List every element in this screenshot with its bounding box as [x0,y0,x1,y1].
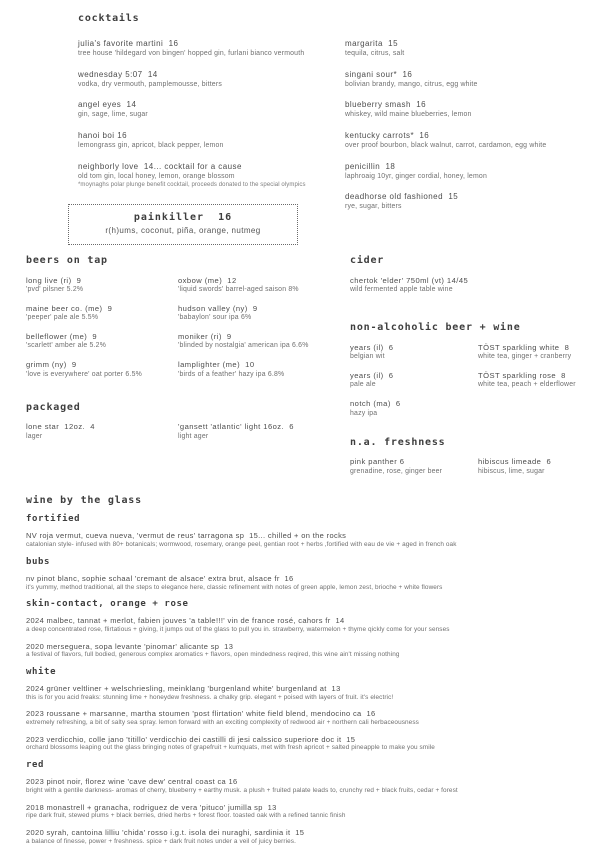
menu-item [178,360,350,379]
item-desc: laphroaig 10yr, ginger cordial, honey, lemon [345,172,487,180]
na-freshness-heading: n.a. freshness [350,437,446,449]
item-desc: belgian wit [350,353,385,361]
cocktails-right-column [345,39,612,245]
wine-desc: it's yummy, method traditional, all the steps to elegance here, classic refinement with notes of green apple, lemon zest, brioche + white flowers [26,583,443,591]
item-name: hibiscus limeade 6 [478,457,552,467]
item-desc: rye, sugar, bitters [345,203,402,211]
menu-item [26,304,178,323]
menu-item [26,276,178,295]
wine-desc: ripe dark fruit, stewed plums + black berries, dried herbs + forest floor. toasted oak with a refined tannic finish [26,812,346,820]
menu-item [350,371,478,390]
wine-entry [26,616,598,634]
item-desc: 'liquid swords' barrel-aged saison 8% [178,286,299,294]
item-note: *moynaghs polar plunge benefit cocktail, proceeds donated to the special olympics [78,182,306,189]
menu-item [178,304,350,323]
menu-item [350,399,478,418]
skin-contact-heading: skin-contact, orange + rose [26,599,189,610]
wine-title: 2023 pinot noir, florez wine 'cave dew' central coast ca 16 [26,777,238,787]
item-name: years (il) 6 [350,342,394,352]
item-name: hudson valley (ny) 9 [178,303,258,313]
wine-desc: extremely refreshing, a bit of salty sea spray. lemon forward with an exciting complexity of redwood air + northern cali herbaceousness [26,719,419,727]
beer-cider-row [0,245,612,486]
item-name: painkiller 16 [133,211,233,223]
non-alcoholic-columns [350,343,604,427]
menu-item [78,162,345,190]
wine-section [0,485,612,846]
item-desc: whiskey, wild maine blueberries, lemon [345,111,472,119]
item-desc: 'babaylon' sour ipa 6% [178,314,252,322]
item-name: hanoi boi 16 [78,130,127,140]
item-desc: r(h)ums, coconut, piña, orange, nutmeg [105,225,261,235]
menu-item [345,192,612,212]
menu-item [345,100,612,120]
wine-title: NV roja vermut, cueva nueva, 'vermut de reus' tarragona sp 15... chilled + on the rocks [26,531,347,541]
na-freshness-column-1 [350,457,478,485]
item-name: neighborly love 14... cocktail for a cause [78,161,242,171]
wine-entry [26,642,598,660]
menu-item [350,276,604,295]
wine-desc: catalonian style- infused with 80+ botanicals; wormwood, rosemary, orange peel, gentian root + herbs ,fortified with eau de vie + aged in french oak [26,541,457,549]
menu-item [350,457,478,476]
item-desc: bolivian brandy, mango, citrus, egg white [345,80,478,88]
item-desc: pale ale [350,381,376,389]
item-name: grimm (ny) 9 [26,360,77,370]
cider-nonalc-column [350,255,612,486]
menu-item [178,422,350,441]
item-desc: wild fermented apple table wine [350,286,453,294]
item-name: deadhorse old fashioned 15 [345,192,459,202]
wine-desc: bright with a gentile darkness- aromas of cherry, blueberry + earthy musk. a plush + fruited palate leads to, crunchy red + black fruits, cedar + forest [26,786,458,794]
wine-title: 2023 verdicchio, colle jano 'titillo' verdicchio dei castilli di jesi calssico superiore doc it 15 [26,734,356,744]
wine-subsection-white [26,667,598,753]
non-alcoholic-heading: non-alcoholic beer + wine [350,321,521,333]
wine-subsection-red [26,760,598,846]
item-name: wednesday 5:07 14 [78,69,158,79]
white-heading: white [26,666,57,677]
menu-item [345,39,612,59]
item-name: penicillin 18 [345,161,396,171]
item-desc: 'birds of a feather' hazy ipa 6.8% [178,370,285,378]
menu-item [478,343,604,362]
item-name: notch (ma) 6 [350,399,401,409]
item-name: singani sour* 16 [345,69,413,79]
wine-title: 2020 merseguera, sopa levante 'pinomar' alicante sp 13 [26,641,234,651]
beer-column-1 [26,276,178,389]
wine-entry [26,531,598,549]
item-desc: vodka, dry vermouth, pamplemousse, bitters [78,80,222,88]
menu-item [78,100,345,120]
item-name: years (il) 6 [350,370,394,380]
menu-item [26,332,178,351]
cocktails-left-column [78,39,345,245]
item-desc: hazy ipa [350,409,378,417]
item-name: julia's favorite martini 16 [78,39,179,48]
packaged-column-1 [26,422,178,450]
cider-heading: cider [350,254,385,266]
item-desc: white tea, ginger + cranberry [478,353,572,361]
menu-item [26,360,178,379]
item-desc: over proof bourbon, black walnut, carrot, cardamon, egg white [345,141,547,149]
item-name: chertok 'elder' 750ml (vt) 14/45 [350,275,469,285]
packaged-heading: packaged [26,402,81,414]
item-desc: tequila, citrus, salt [345,50,405,57]
wine-desc: a balance of finesse, power + freshness. spice + dark fruit notes under a veil of juicy berries. [26,837,296,845]
wine-subsection-skin-contact [26,599,598,660]
wine-entry [26,684,598,702]
painkiller-featured-box [68,204,298,245]
non-alcoholic-column-1 [350,343,478,427]
menu-item [178,332,350,351]
menu-item [350,343,478,362]
item-name: kentucky carrots* 16 [345,130,430,140]
beers-packaged-column [26,255,350,486]
item-name: maine beer co. (me) 9 [26,303,113,313]
menu-item [178,276,350,295]
wine-heading: wine by the glass [26,495,142,507]
packaged-columns [26,422,350,450]
beers-heading: beers on tap [26,254,108,266]
item-name: lone star 12oz. 4 [26,422,95,432]
menu-item [478,371,604,390]
menu-item [345,131,612,151]
cocktails-section [0,0,612,245]
wine-entry [26,574,598,592]
beer-column-2 [178,276,350,389]
wine-entry [26,803,598,821]
wine-subsection-bubs [26,557,598,592]
item-desc: lager [26,432,43,440]
item-name: moniker (ri) 9 [178,331,232,341]
item-name: margarita 15 [345,39,398,48]
wine-desc: a deep concentrated rose, flirtatious + giving, it jumps out of the glass to pull you in. strawberry, watermelon + thyme qickly come for your senses [26,625,450,633]
item-desc: lemongrass gin, apricot, black pepper, lemon [78,141,224,149]
wine-entry [26,709,598,727]
item-desc: tree house 'hildegard von bingen' hopped gin, furlani bianco vermouth [78,50,305,57]
wine-title: nv pinot blanc, sophie schaal 'cremant de alsace' extra brut, alsace fr 16 [26,573,294,583]
menu-item [26,422,178,441]
item-name: lamplighter (me) 10 [178,360,255,370]
beer-columns [26,276,350,389]
item-name: angel eyes 14 [78,100,137,110]
menu-item [78,131,345,151]
menu-item [345,162,612,182]
wine-title: 2020 syrah, cantoina lilliu 'chida' rosso i.g.t. isola dei nuraghi, sardinia it 15 [26,827,305,837]
wine-subsection-fortified [26,514,598,549]
bubs-heading: bubs [26,556,51,567]
packaged-column-2 [178,422,350,450]
menu-item [78,39,345,59]
wine-title: 2018 monastrell + granacha, rodriguez de vera 'pituco' jumilla sp 13 [26,802,277,812]
item-desc: light ager [178,432,209,440]
wine-title: 2024 grüner veltliner + welschriesling, meinklang 'burgenland white' burgenland at 13 [26,683,341,693]
cocktails-heading: cocktails [78,13,140,24]
red-heading: red [26,760,45,771]
wine-desc: this is for you acid freaks: stunning lime + honeydew freshness. a chalky grip. elegant + poised with layers of fruit. it's electric! [26,693,394,701]
item-name: TÖST sparkling white 8 [478,342,570,352]
item-desc: 'peeper' pale ale 5.5% [26,314,99,322]
na-freshness-column-2 [478,457,604,485]
item-desc: 'love is everywhere' oat porter 6.5% [26,370,142,378]
fortified-heading: fortified [26,514,81,525]
item-name: 'gansett 'atlantic' light 16oz. 6 [178,422,294,432]
item-desc: hibiscus, lime, sugar [478,467,545,475]
item-desc: gin, sage, lime, sugar [78,111,148,119]
item-name: blueberry smash 16 [345,100,427,110]
item-desc: 'scarlett' amber ale 5.2% [26,342,107,350]
item-name: TÖST sparkling rose 8 [478,370,566,380]
menu-item [478,457,604,476]
wine-entry [26,735,598,753]
item-desc: 'pvd' pilsner 5.2% [26,286,84,294]
wine-desc: orchard blossoms leaping out the glass bringing notes of grapefruit + kumquats, met with fresh apricot + salted pineapple to make you smile [26,744,435,752]
item-name: oxbow (me) 12 [178,275,237,285]
item-name: long live (ri) 9 [26,275,82,285]
menu-item [78,70,345,90]
item-name: belleflower (me) 9 [26,331,98,341]
non-alcoholic-column-2 [478,343,604,427]
wine-entry [26,777,598,795]
cocktails-columns [78,39,612,245]
item-desc: grenadine, rose, ginger beer [350,467,443,475]
wine-desc: a festival of flavors, full bodied, generous complex aromatics + flavors, open mindedness reqired, this wine ain't missing nothing [26,651,400,659]
menu-item [345,70,612,90]
wine-entry [26,828,598,846]
wine-title: 2024 malbec, tannat + merlot, fabien jouves 'a table!!!' vin de france rosé, cahors fr 14 [26,616,345,626]
wine-title: 2023 roussane + marsanne, martha stoumen 'post flirtation' white field blend, mendocino ca 16 [26,709,376,719]
item-desc: 'blinded by nostalgia' american ipa 6.6% [178,342,309,350]
item-desc: white tea, peach + elderflower [478,381,576,389]
item-name: pink panther 6 [350,457,405,467]
na-freshness-columns [350,457,604,485]
item-desc: old tom gin, local honey, lemon, orange blossom [78,172,235,180]
